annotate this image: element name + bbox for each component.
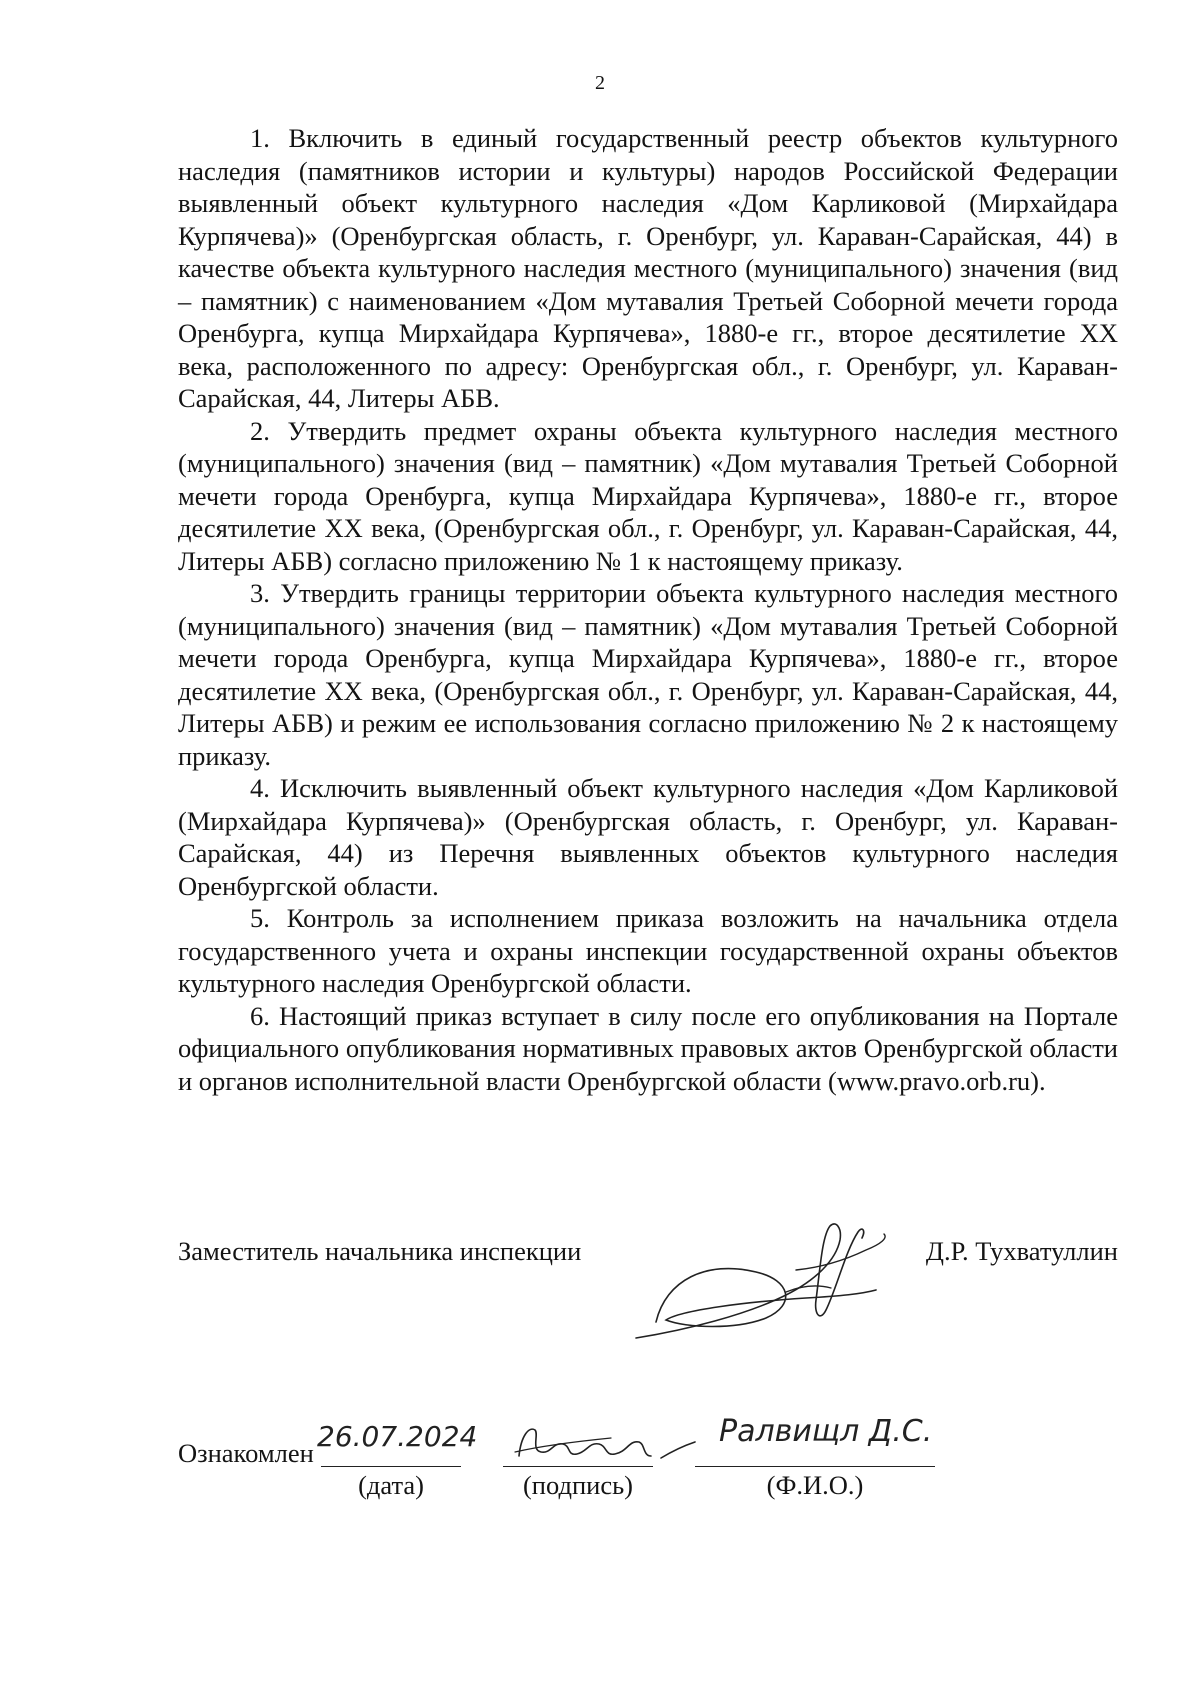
paragraph-3: 3. Утвердить границы территории объекта культурного наследия местного (муниципального) значения (вид – памятник) «Дом мутавалия Третьей Соборной мечети города Оренбурга, купца Мирхайдара Курпячева», 1880-е гг., второе десятилетие XX века, (Оренбургская обл., г. Оренбург, ул. Караван-Сарайская, 44, Литеры АБВ) и режим ее использования согласно приложению № 2 к настоящему приказу. xyxy=(178,578,1118,771)
paragraph-5: 5. Контроль за исполнением приказа возложить на начальника отдела государственного учета и охраны инспекции государственной охраны объектов культурного наследия Оренбургской области. xyxy=(178,903,1118,998)
signatory-name: Д.Р. Тухватуллин xyxy=(925,1236,1118,1266)
name-line xyxy=(695,1466,935,1467)
acknowledged-label: Ознакомлен xyxy=(178,1438,314,1468)
handwritten-date: 26.07.2024 xyxy=(317,1420,478,1453)
order-body xyxy=(178,122,1118,1097)
date-field xyxy=(317,1420,478,1500)
date-line xyxy=(321,1466,461,1467)
paragraph-6: 6. Настоящий приказ вступает в силу после его опубликования на Портале официального опубликования нормативных правовых актов Оренбургской области и органов исполнительной власти Оренбургской области (www.pravo.orb.ru). xyxy=(178,1000,1118,1096)
paragraph-4: 4. Исключить выявленный объект культурного наследия «Дом Карликовой (Мирхайдара Курпячева)» (Оренбургская область, г. Оренбург, ул. Караван-Сарайская, 44) из Перечня выявленных объектов культурного наследия Оренбургской области. xyxy=(178,773,1118,901)
paragraph-2: 2. Утвердить предмет охраны объекта культурного наследия местного (муниципального) значения (вид – памятник) «Дом мутавалия Третьей Соборной мечети города Оренбурга, купца Мирхайдара Курпячева», 1880-е гг., второе десятилетие XX века, (Оренбургская обл., г. Оренбург, ул. Караван-Сарайская, 44, Литеры АБВ) согласно приложению № 1 к настоящему приказу. xyxy=(178,415,1118,576)
signature-line xyxy=(503,1466,653,1467)
handwritten-name: Ралвищл Д.С. xyxy=(719,1414,933,1449)
signature-field xyxy=(503,1420,653,1500)
date-caption: (дата) xyxy=(358,1470,424,1500)
name-field xyxy=(695,1414,935,1500)
handwritten-signature xyxy=(626,1210,926,1350)
page-number: 2 xyxy=(595,72,605,94)
signature-caption: (подпись) xyxy=(522,1470,633,1500)
handwritten-acknowledgement-signature xyxy=(511,1416,701,1472)
paragraph-1: 1. Включить в единый государственный реестр объектов культурного наследия (памятников истории и культуры) народов Российской Федерации выявленный объект культурного наследия «Дом Карликовой (Мирхайдара Курпячева)» (Оренбургская область, г. Оренбург, ул. Караван-Сарайская, 44) в качестве объекта культурного наследия местного (муниципального) значения (вид – памятник) с наименованием «Дом мутавалия Третьей Соборной мечети города Оренбурга, купца Мирхайдара Курпячева», 1880-е гг., второе десятилетие XX века, расположенного по адресу: Оренбургская обл., г. Оренбург, ул. Караван-Сарайская, 44, Литеры АБВ. xyxy=(178,123,1118,413)
acknowledgement-block xyxy=(178,1414,1118,1510)
signature-block xyxy=(178,1236,1118,1346)
signatory-position: Заместитель начальника инспекции xyxy=(178,1236,582,1266)
name-caption: (Ф.И.О.) xyxy=(766,1470,864,1500)
